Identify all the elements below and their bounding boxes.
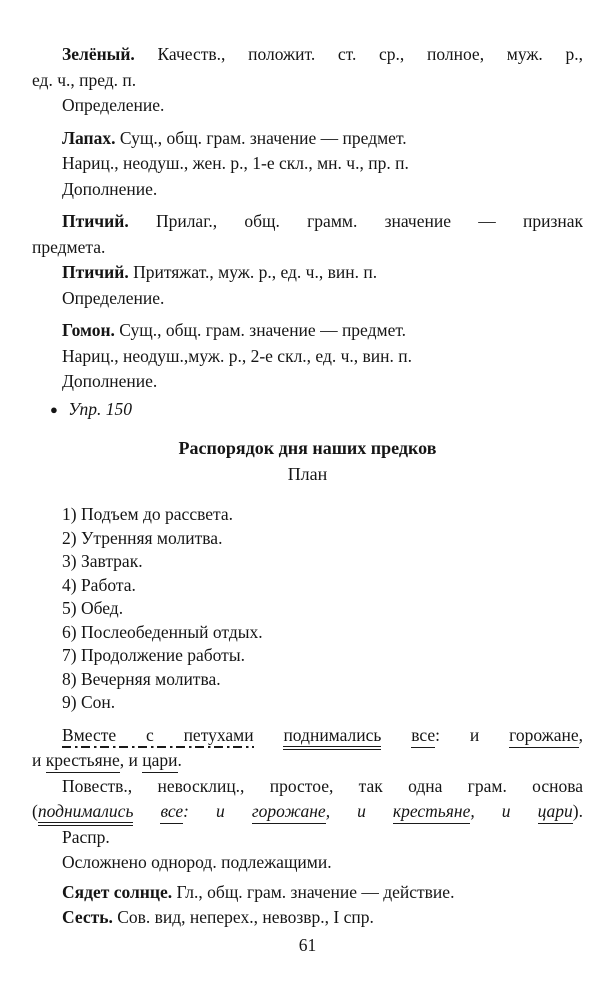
text-segment: Гомон. bbox=[62, 320, 115, 340]
text-segment: Сесть. bbox=[62, 907, 113, 927]
text-segment: горожане bbox=[252, 801, 326, 824]
exercise-marker bbox=[32, 397, 583, 423]
entry-zelyonyi bbox=[32, 42, 583, 119]
text-segment: Определение. bbox=[62, 287, 165, 308]
text-segment: , bbox=[578, 724, 584, 745]
plan-list bbox=[32, 503, 583, 715]
text-segment: 3) Завтрак. bbox=[62, 551, 143, 571]
text-segment: и bbox=[216, 801, 252, 821]
text-line bbox=[32, 905, 583, 931]
text-segment: , и bbox=[119, 750, 143, 770]
text-line bbox=[32, 880, 583, 906]
text-line bbox=[32, 436, 583, 462]
bullet-dot-icon: ● bbox=[50, 401, 64, 417]
text-line bbox=[32, 668, 583, 692]
text-segment: ). bbox=[572, 801, 583, 821]
text-line bbox=[32, 42, 583, 68]
text-segment: поднимались bbox=[38, 801, 134, 826]
text-segment: 5) Обед. bbox=[62, 598, 124, 618]
text-segment: Распорядок дня наших предков bbox=[178, 438, 437, 458]
text-segment: и bbox=[501, 801, 538, 821]
text-segment: Повеств., невосклиц., простое, так одна грам. основа bbox=[62, 775, 583, 796]
text-segment: Птичий. bbox=[62, 211, 129, 231]
text-line bbox=[32, 126, 583, 152]
text-segment: 9) Сон. bbox=[62, 692, 116, 712]
text-segment: и bbox=[357, 801, 393, 821]
text-line bbox=[32, 621, 583, 645]
text-segment: ед. ч., пред. п. bbox=[32, 69, 137, 90]
entry-ptichii bbox=[32, 209, 583, 311]
text-segment: План bbox=[287, 463, 328, 484]
text-segment bbox=[133, 801, 160, 821]
text-segment: Определение. bbox=[62, 95, 165, 115]
text-line bbox=[32, 151, 583, 177]
text-line bbox=[32, 177, 583, 203]
text-segment: поднимались bbox=[283, 725, 381, 750]
text-segment: Лапах. bbox=[62, 127, 116, 148]
text-line bbox=[32, 68, 583, 94]
text-segment: 4) Работа. bbox=[62, 574, 136, 595]
text-segment: все bbox=[411, 725, 435, 748]
text-segment: . bbox=[177, 750, 182, 770]
text-segment: 1) Подъем до рассвета. bbox=[62, 504, 234, 524]
text-line bbox=[32, 209, 583, 235]
text-segment: Сущ., общ. грам. значение — предмет. bbox=[114, 320, 407, 340]
text-segment: предмета. bbox=[32, 236, 106, 257]
text-segment: Нариц., неодуш.,муж. р., 2-е скл., ед. ч., вин. п. bbox=[62, 345, 413, 366]
text-segment: Дополнение. bbox=[62, 178, 158, 199]
text-line bbox=[32, 574, 583, 598]
text-line bbox=[32, 850, 583, 876]
text-line bbox=[32, 260, 583, 286]
text-line bbox=[32, 527, 583, 551]
text-line bbox=[32, 462, 583, 488]
text-line bbox=[32, 369, 583, 395]
text-segment: 6) Послеобеденный отдых. bbox=[62, 621, 263, 642]
text-line bbox=[32, 344, 583, 370]
text-segment bbox=[381, 725, 411, 745]
text-segment: цари bbox=[142, 750, 177, 773]
text-segment: 8) Вечерняя молитва. bbox=[62, 668, 221, 689]
text-segment: Сов. вид, неперех., невозвр., I спр. bbox=[112, 907, 374, 927]
text-segment: : bbox=[183, 801, 217, 821]
text-line bbox=[32, 286, 583, 312]
text-segment: крестьяне bbox=[46, 750, 120, 773]
text-segment: все bbox=[160, 801, 183, 824]
text-segment bbox=[254, 725, 284, 745]
text-segment: Сядет солнце. bbox=[62, 881, 173, 902]
text-line bbox=[32, 503, 583, 527]
page-content bbox=[32, 42, 583, 931]
text-line bbox=[50, 397, 583, 423]
text-line bbox=[32, 691, 583, 715]
text-segment: Птичий. bbox=[62, 262, 129, 282]
sentence-analysis bbox=[32, 774, 583, 876]
text-segment: 7) Продолжение работы. bbox=[62, 645, 245, 665]
text-segment: Дополнение. bbox=[62, 371, 158, 391]
text-segment: Притяжат., муж. р., ед. ч., вин. п. bbox=[128, 262, 378, 282]
parsed-sentence bbox=[32, 723, 583, 774]
text-segment: Нариц., неодуш., жен. р., 1-е скл., мн. ч., пр. п. bbox=[62, 153, 409, 173]
text-segment: 2) Утренняя молитва. bbox=[62, 527, 223, 548]
text-segment: Осложнено однород. подлежащими. bbox=[62, 852, 332, 872]
text-line bbox=[32, 93, 583, 119]
essay-title bbox=[32, 436, 583, 462]
text-line bbox=[32, 799, 583, 825]
text-line bbox=[32, 597, 583, 621]
text-segment: Сущ., общ. грам. значение — предмет. bbox=[115, 127, 407, 148]
text-segment: и bbox=[32, 750, 46, 770]
text-line bbox=[32, 318, 583, 344]
text-line bbox=[32, 825, 583, 851]
text-segment: цари bbox=[538, 801, 573, 824]
entry-syadet-solntse bbox=[32, 880, 583, 931]
text-segment: , bbox=[470, 801, 502, 821]
text-segment: Зелёный. bbox=[62, 44, 135, 64]
text-segment: , bbox=[325, 801, 358, 821]
text-line bbox=[32, 550, 583, 574]
text-segment: Гл., общ. грам. значение — действие. bbox=[172, 881, 455, 902]
text-segment: ( bbox=[32, 801, 38, 821]
text-segment: Качеств., положит. ст. ср., полное, муж. р., bbox=[134, 44, 583, 64]
text-line bbox=[32, 235, 583, 261]
text-segment: Распр. bbox=[62, 826, 110, 847]
text-line bbox=[32, 723, 583, 749]
entry-lapakh bbox=[32, 126, 583, 203]
text-segment: горожане bbox=[509, 725, 579, 748]
exercise-number: Упр. 150 bbox=[68, 398, 133, 419]
text-segment: Прилаг., общ. грамм. значение — признак bbox=[128, 211, 583, 231]
plan-label bbox=[32, 462, 583, 488]
text-line bbox=[32, 774, 583, 800]
text-line bbox=[32, 748, 583, 774]
text-line bbox=[32, 644, 583, 668]
text-segment: Вместе с петухами bbox=[62, 725, 254, 748]
text-segment: : и bbox=[435, 724, 510, 745]
entry-gomon bbox=[32, 318, 583, 395]
text-segment: крестьяне bbox=[393, 801, 470, 824]
page-number: 61 bbox=[298, 934, 317, 955]
